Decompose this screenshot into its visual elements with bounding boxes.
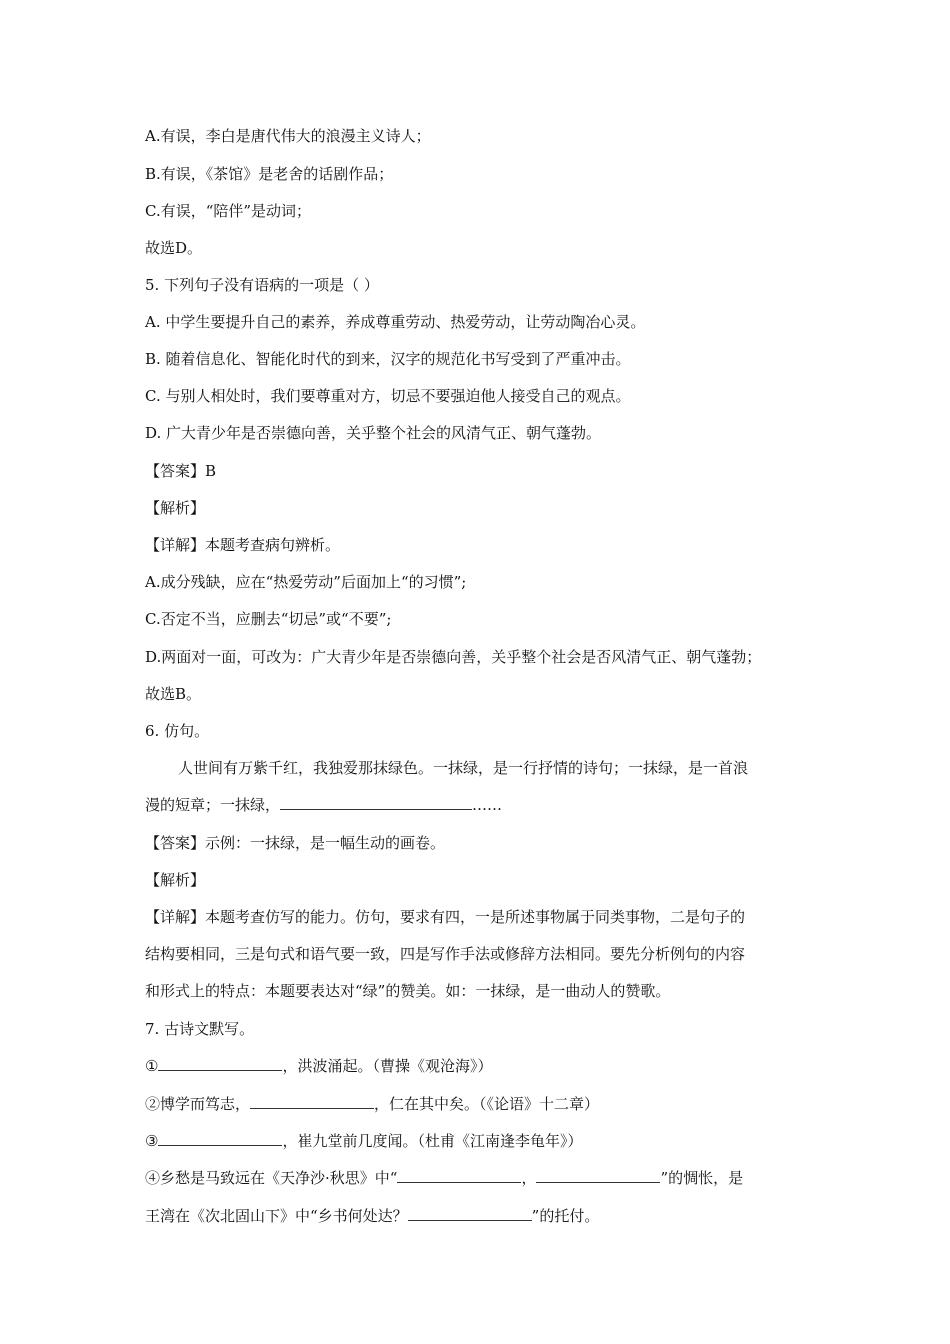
q5-option-a: A. 中学生要提升自己的素养，养成尊重劳动、热爱劳动，让劳动陶冶心灵。 [145, 313, 646, 331]
q6-prompt-text: 漫的短章；一抹绿， [145, 796, 281, 814]
q5-note-a: A.成分残缺，应在“热爱劳动”后面加上“的习惯”; [145, 573, 467, 591]
q4-explanation-c: C.有误，“陪伴”是动词； [145, 202, 312, 220]
q6-detail-line1: 【详解】本题考查仿写的能力。仿句，要求有四，一是所述事物属于同类事物，二是句子的 [145, 908, 746, 926]
answer-blank [397, 1168, 521, 1183]
q4-conclusion: 故选D。 [145, 239, 203, 257]
q6-prompt-line2 [145, 795, 502, 815]
q7-item2 [145, 1094, 599, 1114]
q7-item1 [145, 1056, 492, 1076]
q5-stem: 5. 下列句子没有语病的一项是（ ） [145, 276, 379, 294]
q5-note-c: C.否定不当，应删去“切忌”或“不要”; [145, 610, 392, 628]
q5-detail: 【详解】本题考查病句辨析。 [145, 536, 341, 554]
q5-conclusion: 故选B。 [145, 685, 202, 703]
q6-detail-line2: 结构要相同，三是句式和语气要一致，四是写作手法或修辞方法相同。要先分析例句的内容 [145, 945, 746, 963]
q6-analysis-label: 【解析】 [145, 871, 206, 889]
q7-stem: 7. 古诗文默写。 [145, 1020, 255, 1038]
q7-item4-continued [145, 1206, 599, 1226]
q5-note-d: D.两面对一面，可改为：广大青少年是否崇德向善，关乎整个社会是否风清气正、朝气蓬勃； [145, 648, 762, 666]
answer-blank [158, 1056, 282, 1071]
q6-prompt-line1: 人世间有万紫千红，我独爱那抹绿色。一抹绿，是一行抒情的诗句；一抹绿，是一首浪 [178, 759, 749, 777]
item-marker: ③ [145, 1132, 159, 1150]
answer-blank [158, 1131, 282, 1146]
q6-stem: 6. 仿句。 [145, 722, 210, 740]
q4-explanation-a: A.有误，李白是唐代伟大的浪漫主义诗人； [145, 127, 431, 145]
item-text: ”的托付。 [531, 1207, 600, 1225]
q5-analysis-label: 【解析】 [145, 499, 206, 517]
item-text: ”的惆怅，是 [660, 1169, 744, 1187]
item-text: ，洪波涌起。（曹操《观沧海》） [282, 1057, 493, 1075]
q7-item4 [145, 1168, 743, 1188]
q7-item3 [145, 1131, 582, 1151]
answer-blank [408, 1206, 532, 1221]
item-text: ， [521, 1169, 537, 1187]
q6-ellipsis: …… [472, 796, 503, 814]
q5-answer: 【答案】B [145, 462, 217, 480]
q6-detail-line3: 和形式上的特点：本题要表达对“绿”的赞美。如：一抹绿，是一曲动人的赞歌。 [145, 982, 671, 1000]
q4-explanation-b: B.有误，《茶馆》是老舍的话剧作品； [145, 165, 394, 183]
item-text: ，仁在其中矣。（《论语》十二章） [374, 1095, 600, 1113]
item-marker: ① [145, 1057, 159, 1075]
answer-blank [280, 795, 472, 810]
item-text: ②博学而笃志， [145, 1095, 251, 1113]
q6-answer: 【答案】示例：一抹绿，是一幅生动的画卷。 [145, 834, 446, 852]
answer-blank [250, 1094, 374, 1109]
q5-option-b: B. 随着信息化、智能化时代的到来，汉字的规范化书写受到了严重冲击。 [145, 350, 631, 368]
answer-blank [536, 1168, 660, 1183]
item-text: ，崔九堂前几度闻。（杜甫《江南逢李龟年》） [282, 1132, 583, 1150]
item-text: 王湾在《次北固山下》中“乡书何处达？ [145, 1207, 408, 1225]
q5-option-d: D. 广大青少年是否崇德向善，关乎整个社会的风清气正、朝气蓬勃。 [145, 424, 602, 442]
item-text: ④乡愁是马致远在《天净沙·秋思》中“ [145, 1169, 398, 1187]
q5-option-c: C. 与别人相处时，我们要尊重对方，切忌不要强迫他人接受自己的观点。 [145, 387, 631, 405]
